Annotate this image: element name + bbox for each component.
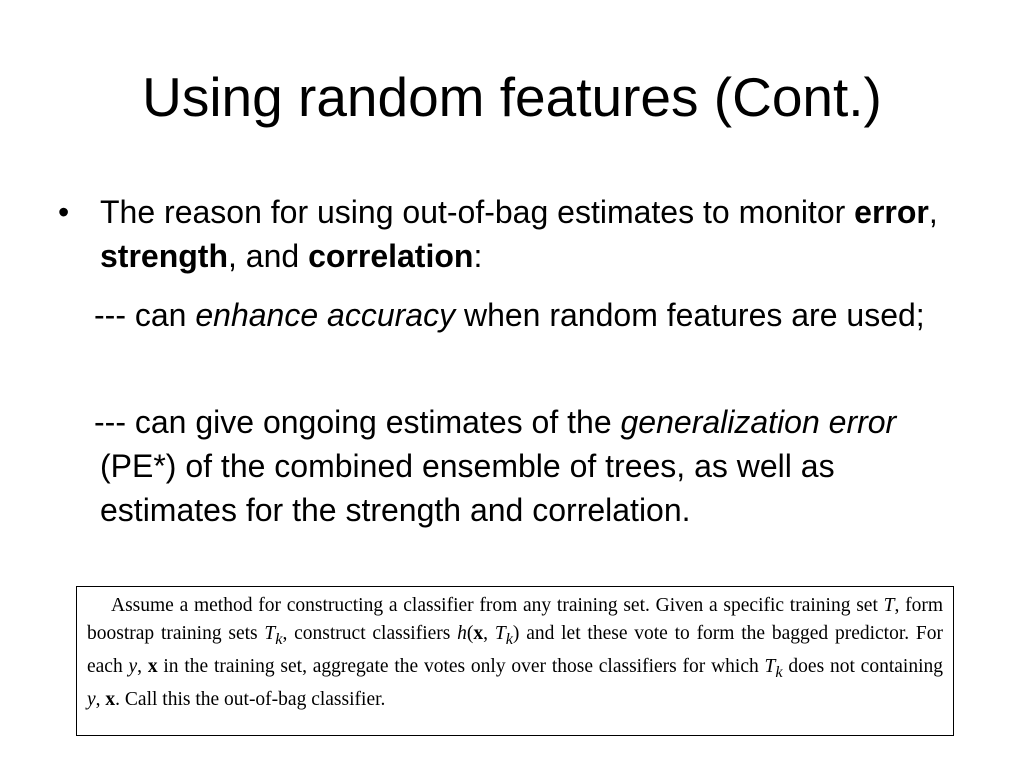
excerpt-text: , construct classifiers [282,623,458,644]
math-func: h [457,623,467,644]
bullet-marker: • [58,194,70,230]
excerpt-text: , [483,623,495,644]
sub-point-accuracy [94,293,980,337]
separator: , [928,194,938,230]
math-var: y [128,655,138,677]
excerpt-text: ) and let these vote to form the bagged predictor. For each [87,623,944,677]
bullet-text [100,190,940,278]
excerpt-text: . Call this the out-of-bag classifier. [115,688,386,710]
term-correlation: correlation [308,238,474,274]
math-vector: x [473,623,484,644]
slide-title: Using random features (Cont.) [142,66,882,128]
bullet-end: : [473,238,483,274]
term-error: error [854,194,929,230]
emphasis-enhance-accuracy: enhance accuracy [195,297,456,333]
excerpt-text: does not containing [782,655,943,677]
math-vector: x [105,688,116,710]
sub-point-estimates [94,400,980,532]
excerpt-text: ( [466,623,474,644]
excerpt-text: , form boostrap training sets [87,595,943,644]
bullet-intro: The reason for using out-of-bag estimates to monitor [100,194,855,230]
emphasis-generalization-error: generalization error [620,404,897,440]
sub-point-lead: --- can give ongoing estimates of the [94,404,621,440]
math-subscript: k [775,662,783,681]
term-strength: strength [100,238,228,274]
excerpt-text: Assume a method for constructing a classifier from any training set. Given a specific training set [111,595,884,616]
math-subscript: k [505,629,513,648]
math-var: y [87,688,96,710]
math-var: T [883,595,895,616]
math-var: T [764,655,776,677]
excerpt-text: , [137,655,148,677]
sub-point-lead: --- can [94,297,196,333]
paper-excerpt-box [76,586,954,736]
separator: , and [228,238,309,274]
math-var: T [494,623,506,644]
math-subscript: k [275,629,283,648]
math-var: T [264,623,276,644]
excerpt-text: in the training set, aggregate the votes only over those classifiers for which [157,655,765,677]
bullet-point [58,190,958,278]
math-vector: x [147,655,158,677]
sub-point-rest: (PE*) of the combined ensemble of trees, as well as estimates for the strength and correlation. [100,448,835,528]
sub-point-rest: when random features are used; [455,297,925,333]
excerpt-text: , [95,688,106,710]
